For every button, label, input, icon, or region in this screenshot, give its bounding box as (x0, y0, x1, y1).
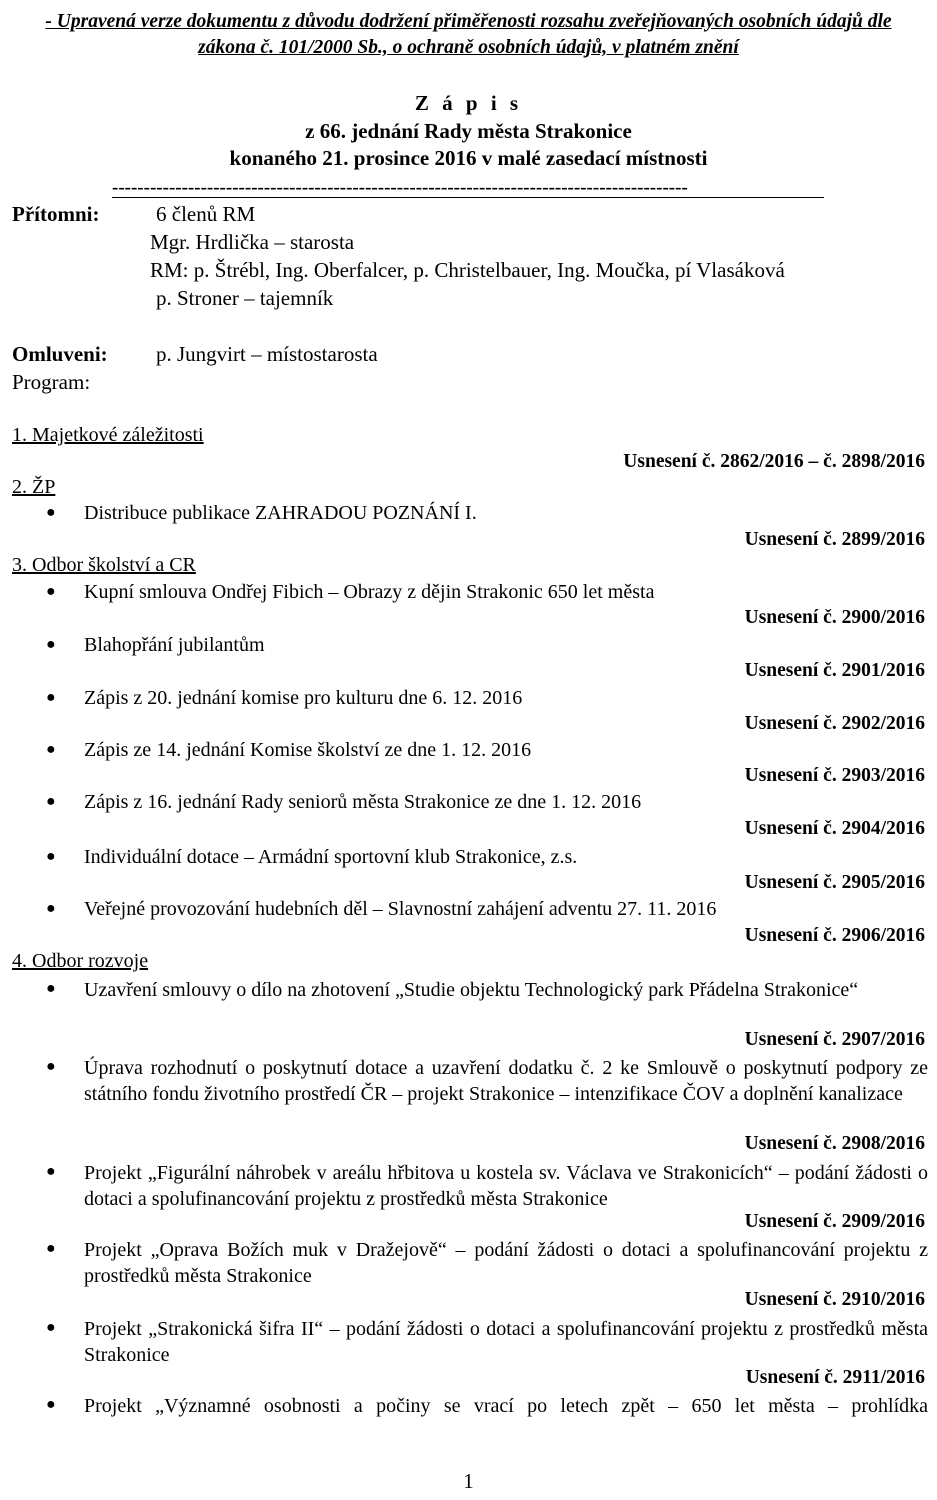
agenda-item: Zápis ze 14. jednání Komise školství ze dne 1. 12. 2016 (84, 739, 532, 761)
meeting-date-place: konaného 21. prosince 2016 v malé zasedací místnosti (229, 146, 708, 170)
agenda-item: Zápis z 20. jednání komise pro kulturu dne 6. 12. 2016 (84, 687, 523, 709)
resolution-number: Usnesení č. 2903/2016 (744, 765, 925, 786)
bullet: ● (46, 583, 56, 600)
resolution-number: Usnesení č. 2862/2016 – č. 2898/2016 (623, 451, 925, 472)
bullet: ● (46, 1240, 56, 1257)
section-heading: 4. Odbor rozvoje (12, 950, 149, 972)
resolution-number: Usnesení č. 2900/2016 (744, 607, 925, 628)
section-heading: 2. ŽP (12, 476, 56, 498)
page-number: 1 (463, 1469, 474, 1493)
resolution-number: Usnesení č. 2906/2016 (744, 925, 925, 946)
resolution-number: Usnesení č. 2911/2016 (745, 1367, 925, 1388)
present-label: Přítomni: (12, 202, 100, 226)
resolution-number: Usnesení č. 2902/2016 (744, 713, 925, 734)
agenda-item: Projekt „Strakonická šifra II“ – podání žádosti o dotaci a spolufinancování projektu z prostředků města Strakonice (84, 1318, 928, 1366)
agenda-item: Distribuce publikace ZAHRADOU POZNÁNÍ I. (84, 502, 477, 524)
agenda-item: Projekt „Významné osobnosti a počiny se vrací po letech zpět – 650 let města – prohlídka (84, 1395, 928, 1417)
agenda-item: Úprava rozhodnutí o poskytnutí dotace a uzavření dodatku č. 2 ke Smlouvě o poskytnutí podpory ze státního fondu životního prostředí ČR – projekt Strakonice – intenzifikace ČOV a doplnění kanalizace (84, 1057, 928, 1105)
agenda-item: Kupní smlouva Ondřej Fibich – Obrazy z dějin Strakonic 650 let města (84, 581, 655, 603)
excused-label: Omluveni: (12, 342, 108, 366)
document-title: Z á p i s (414, 91, 523, 115)
excused-value: p. Jungvirt – místostarosta (156, 342, 378, 366)
bullet: ● (46, 689, 56, 706)
resolution-number: Usnesení č. 2910/2016 (744, 1289, 925, 1310)
agenda-item: Projekt „Figurální náhrobek v areálu hřbitova u kostela sv. Václava ve Strakonicích“ – podání žádosti o dotaci a spolufinancování projektu z prostředků města Strakonice (84, 1162, 928, 1210)
resolution-number: Usnesení č. 2909/2016 (744, 1211, 925, 1232)
agenda-item: Veřejné provozování hudebních děl – Slavnostní zahájení adventu 27. 11. 2016 (84, 898, 717, 920)
bullet: ● (46, 980, 56, 997)
present-line: RM: p. Štrébl, Ing. Oberfalcer, p. Christelbauer, Ing. Moučka, pí Vlasáková (150, 258, 785, 282)
title-rule-line (112, 197, 824, 198)
title-rule: ------------------------------------------------------------------------------------------- (112, 181, 688, 195)
resolution-number: Usnesení č. 2905/2016 (744, 872, 925, 893)
bullet: ● (46, 1058, 56, 1075)
resolution-number: Usnesení č. 2901/2016 (744, 660, 925, 681)
bullet: ● (46, 1319, 56, 1336)
bullet: ● (46, 504, 56, 521)
agenda-item: Projekt „Oprava Božích muk v Dražejově“ – podání žádosti o dotaci a spolufinancování projektu z prostředků města Strakonice (84, 1239, 928, 1287)
bullet: ● (46, 1163, 56, 1180)
bullet: ● (46, 848, 56, 865)
agenda-item: Individuální dotace – Armádní sportovní klub Strakonice, z.s. (84, 846, 578, 868)
resolution-number: Usnesení č. 2899/2016 (744, 529, 925, 550)
bullet: ● (46, 793, 56, 810)
anonymization-notice: - Upravená verze dokumentu z důvodu dodržení přiměřenosti rozsahu zveřejňovaných osobních údajů dle zákona č. 101/2000 Sb., o ochraně osobních údajů, v platném znění (45, 11, 892, 58)
present-line: p. Stroner – tajemník (156, 286, 334, 310)
section-heading: 1. Majetkové záležitosti (12, 424, 204, 446)
agenda-item: Uzavření smlouvy o dílo na zhotovení „Studie objektu Technologický park Přádelna Strakonice“ (84, 979, 859, 1001)
resolution-number: Usnesení č. 2908/2016 (744, 1133, 925, 1154)
agenda-item: Zápis z 16. jednání Rady seniorů města Strakonice ze dne 1. 12. 2016 (84, 791, 642, 813)
meeting-title: z 66. jednání Rady města Strakonice (305, 119, 632, 143)
bullet: ● (46, 1396, 56, 1413)
resolution-number: Usnesení č. 2907/2016 (744, 1029, 925, 1050)
agenda-item: Blahopřání jubilantům (84, 634, 265, 656)
resolution-number: Usnesení č. 2904/2016 (744, 818, 925, 839)
bullet: ● (46, 636, 56, 653)
present-line: 6 členů RM (156, 202, 256, 226)
bullet: ● (46, 900, 56, 917)
section-heading: 3. Odbor školství a CR (12, 554, 196, 576)
bullet: ● (46, 741, 56, 758)
program-label: Program: (12, 370, 91, 394)
present-line: Mgr. Hrdlička – starosta (150, 230, 355, 254)
